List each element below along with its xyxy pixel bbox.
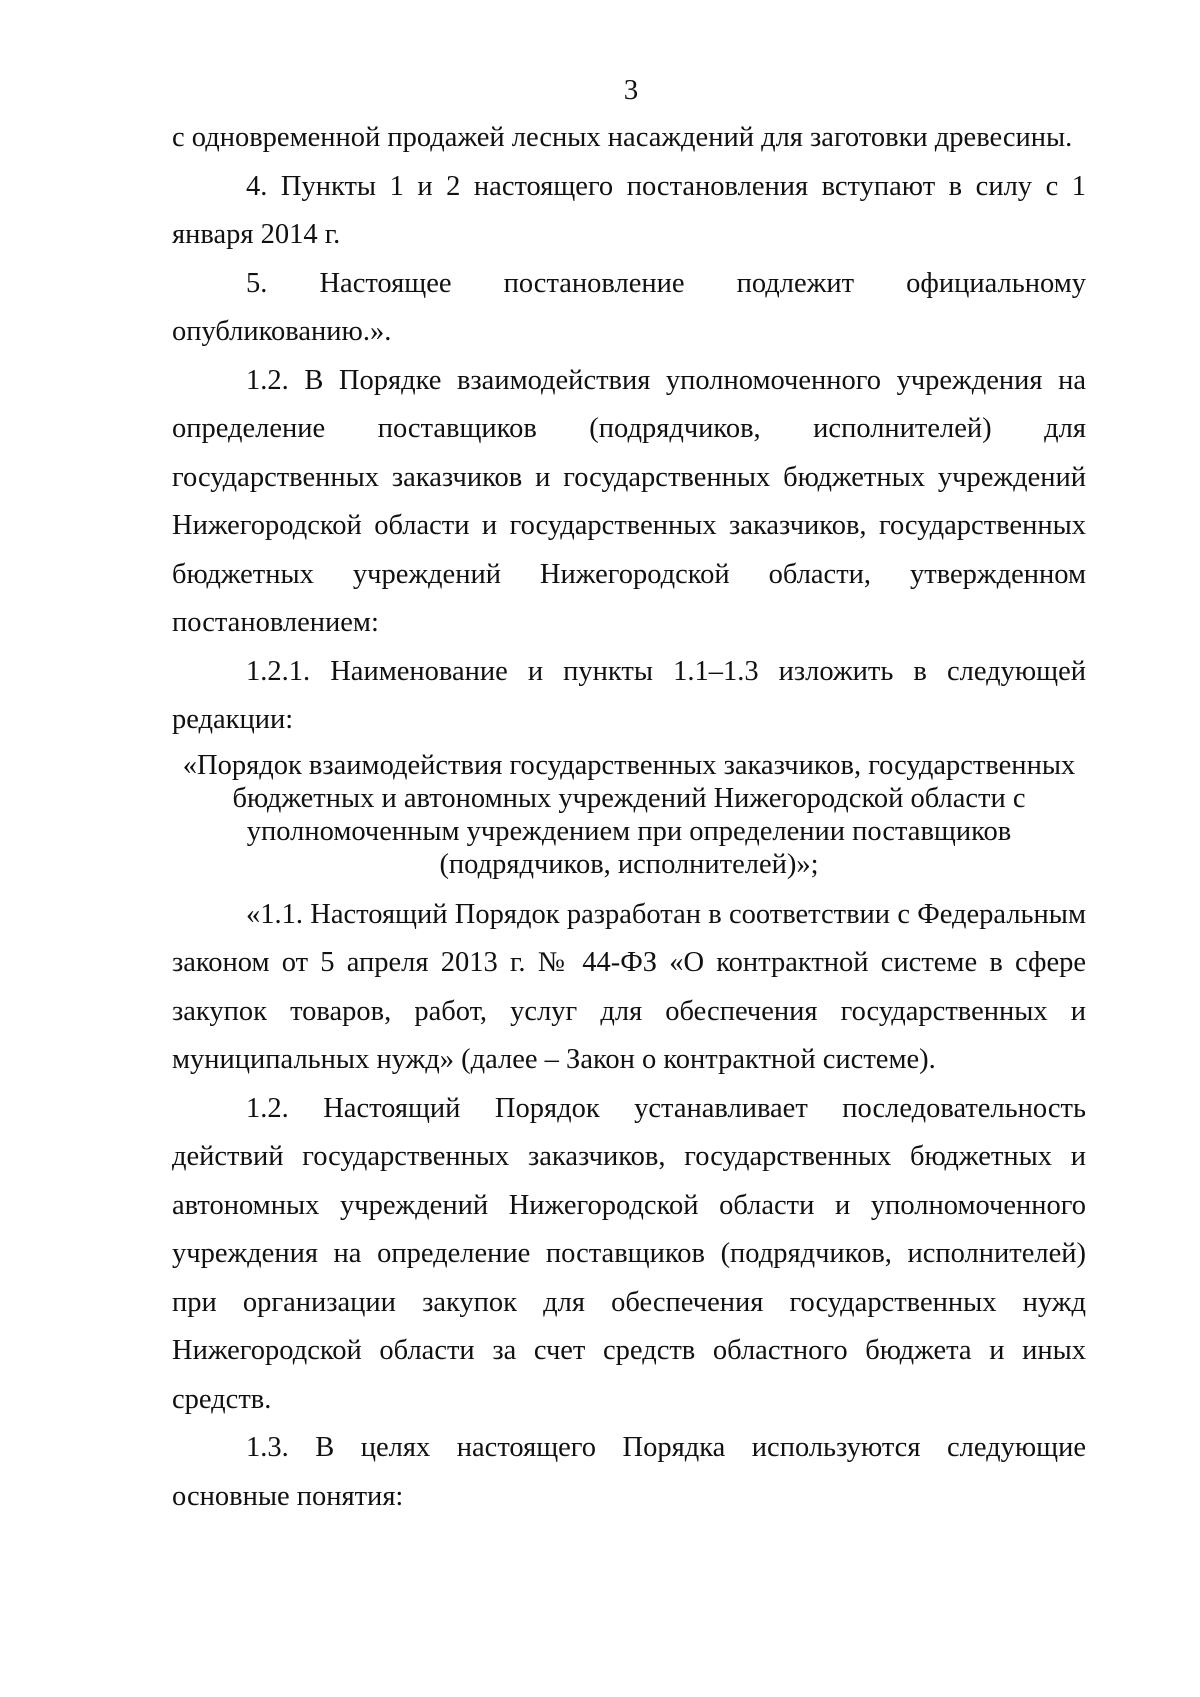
paragraph-1-2-1: 1.2.1. Наименование и пункты 1.1–1.3 изложить в следующей редакции: xyxy=(172,655,1086,735)
procedure-title-line: бюджетных и автономных учреждений Нижегородской области с xyxy=(232,782,1026,814)
paragraph-clause-1-1: «1.1. Настоящий Порядок разработан в соответствии с Федеральным законом от 5 апреля 2013 г. № 44-ФЗ «О контрактной системе в сфере закупок товаров, работ, услуг для обеспечения государственных и муниципальных нужд» (далее – Закон о контрактной системе). xyxy=(172,898,1086,1075)
paragraph-continuation: с одновременной продажей лесных насаждений для заготовки древесины. xyxy=(172,122,1073,153)
procedure-title-line: «Порядок взаимодействия государственных заказчиков, государственных xyxy=(182,749,1076,781)
paragraph-item-4: 4. Пункты 1 и 2 настоящего постановления вступают в силу с 1 января 2014 г. xyxy=(172,170,1086,250)
page-number: 3 xyxy=(623,74,639,106)
paragraph-item-5: 5. Настоящее постановление подлежит официальному опубликованию.». xyxy=(172,267,1086,347)
document-body xyxy=(172,114,1086,1521)
paragraph-clause-1-3: 1.3. В целях настоящего Порядка используются следующие основные понятия: xyxy=(172,1432,1086,1512)
procedure-title-line: уполномоченным учреждением при определении поставщиков xyxy=(246,815,1012,847)
paragraph-1-2: 1.2. В Порядке взаимодействия уполномоченного учреждения на определение поставщиков (подрядчиков, исполнителей) для государственных заказчиков и государственных бюджетных учреждений Нижегородской области и государственных заказчиков, государственных бюджетных учреждений Нижегородской области, утвержденном постановлением: xyxy=(172,364,1086,638)
procedure-title xyxy=(172,749,1086,881)
paragraph-clause-1-2: 1.2. Настоящий Порядок устанавливает последовательность действий государственных заказчиков, государственных бюджетных и автономных учреждений Нижегородской области и уполномоченного учреждения на определение поставщиков (подрядчиков, исполнителей) при организации закупок для обеспечения государственных нужд Нижегородской области за счет средств областного бюджета и иных средств. xyxy=(172,1092,1086,1415)
procedure-title-line: (подрядчиков, исполнителей)»; xyxy=(439,848,819,880)
